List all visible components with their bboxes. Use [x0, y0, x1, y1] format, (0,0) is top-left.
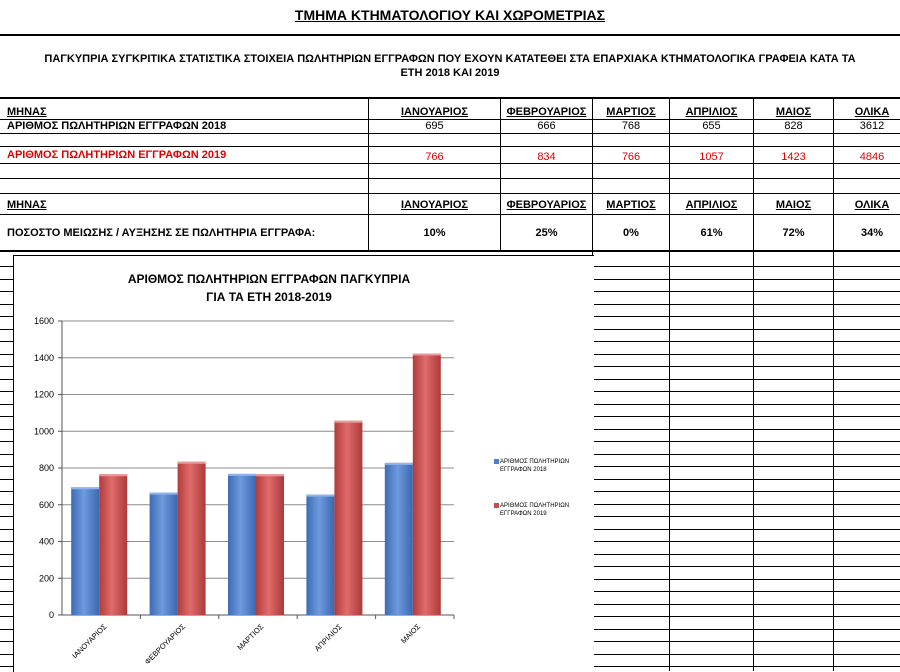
x-tick-label: ΜΑΙΟΣ	[399, 622, 423, 646]
table-cell: 768	[621, 120, 641, 132]
grid-line	[593, 266, 900, 267]
table-cell: 1423	[781, 151, 806, 163]
grid-line	[0, 266, 13, 267]
table-cell: 655	[702, 120, 721, 132]
grid-line	[593, 604, 900, 605]
grid-line	[0, 666, 13, 667]
bar-top	[334, 421, 362, 423]
legend-swatch-2018	[494, 459, 499, 464]
grid-line	[593, 641, 900, 642]
grid-line	[0, 354, 13, 355]
table-cell: 695	[425, 120, 444, 132]
legend-swatch-2019	[494, 503, 499, 508]
grid-line	[0, 404, 13, 405]
grid-line	[0, 341, 13, 342]
row-label-2019: ΑΡΙΘΜΟΣ ΠΩΛΗΤΗΡΙΩΝ ΕΓΓΡΑΦΩΝ 2019	[7, 149, 227, 161]
legend-text: ΕΓΓΡΑΦΩΝ 2018	[500, 467, 547, 473]
grid-line	[593, 529, 900, 530]
legend-item-2019	[494, 502, 584, 518]
grid-line	[593, 279, 900, 280]
grid-line	[593, 429, 900, 430]
grid-line	[0, 629, 13, 630]
grid-line	[593, 391, 900, 392]
grid-line	[593, 579, 900, 580]
column-header: ΜΑΡΤΙΟΣ	[606, 199, 656, 211]
table-cell: 834	[537, 151, 556, 163]
bar-top	[99, 474, 127, 476]
grid-line	[0, 316, 13, 317]
column-header: ΜΑΡΤΙΟΣ	[606, 106, 656, 118]
row-divider	[0, 146, 900, 147]
grid-line	[0, 654, 13, 655]
bar-top	[150, 493, 178, 495]
grid-line	[593, 404, 900, 405]
bar	[150, 493, 178, 615]
chart-title-line-2: ΓΙΑ ΤΑ ΕΤΗ 2018-2019	[206, 290, 332, 304]
y-tick-label: 1600	[33, 316, 54, 326]
grid-line	[593, 491, 900, 492]
x-tick-label: ΑΠΡΙΛΙΟΣ	[312, 622, 344, 654]
row-divider	[0, 133, 900, 134]
month-header-label: ΜΗΝΑΣ	[7, 199, 47, 211]
row-divider	[0, 214, 900, 215]
y-tick-label: 1000	[33, 426, 54, 437]
table-cell: 0%	[623, 227, 639, 239]
table-cell: 666	[537, 120, 556, 132]
grid-line	[593, 304, 900, 305]
table-bottom-border	[0, 250, 900, 252]
column-header: ΑΠΡΙΛΙΟΣ	[685, 106, 738, 118]
page-subtitle	[0, 52, 900, 80]
grid-line	[593, 666, 900, 667]
grid-line	[0, 541, 13, 542]
grid-line	[593, 516, 900, 517]
row-label-percent: ΠΟΣΟΣΤΟ ΜΕΙΩΣΗΣ / ΑΥΞΗΣΗΣ ΣΕ ΠΩΛΗΤΗΡΙΑ ΕΓΓΡΑΦΑ:	[7, 227, 316, 239]
bar-top	[71, 487, 99, 489]
table-cell: 828	[784, 120, 803, 132]
grid-line	[0, 441, 13, 442]
bar	[306, 495, 334, 615]
grid-line	[0, 579, 13, 580]
grid-line	[593, 654, 900, 655]
grid-line	[0, 329, 13, 330]
grid-line	[0, 504, 13, 505]
legend-text: ΑΡΙΘΜΟΣ ΠΩΛΗΤΗΡΙΩΝ	[500, 459, 570, 465]
y-tick-label: 600	[38, 499, 54, 510]
bar-top	[178, 462, 206, 464]
grid-line	[0, 491, 13, 492]
row-divider	[0, 178, 900, 179]
chart-title-line-1: ΑΡΙΘΜΟΣ ΠΩΛΗΤΗΡΙΩΝ ΕΓΓΡΑΦΩΝ ΠΑΓΚΥΠΡΙΑ	[127, 272, 411, 286]
grid-line	[0, 429, 13, 430]
grid-line	[0, 641, 13, 642]
row-divider	[0, 163, 900, 164]
table-cell: 61%	[700, 227, 723, 239]
column-header: ΜΑΙΟΣ	[775, 106, 812, 118]
grid-line	[593, 316, 900, 317]
grid-line	[593, 416, 900, 417]
y-tick-label: 400	[38, 536, 54, 547]
grid-line	[0, 304, 13, 305]
bar	[256, 474, 284, 615]
y-tick-label: 0	[48, 610, 54, 620]
y-tick-label: 800	[38, 463, 54, 473]
column-header: ΦΕΒΡΟΥΑΡΙΟΣ	[506, 199, 587, 211]
legend-text: ΑΡΙΘΜΟΣ ΠΩΛΗΤΗΡΙΩΝ	[500, 503, 570, 509]
month-header-label: ΜΗΝΑΣ	[7, 106, 47, 118]
bar	[71, 487, 99, 615]
grid-line	[593, 479, 900, 480]
grid-line	[593, 466, 900, 467]
column-header: ΙΑΝΟΥΑΡΙΟΣ	[400, 106, 469, 118]
grid-line	[0, 279, 13, 280]
bar-top	[413, 354, 441, 356]
table-cell: 766	[621, 151, 641, 163]
column-header: ΟΛΙΚΑ	[854, 106, 890, 118]
divider	[0, 34, 900, 36]
grid-line	[0, 291, 13, 292]
grid-line	[0, 554, 13, 555]
subtitle-line-2: ΕΤΗ 2018 ΚΑΙ 2019	[400, 67, 500, 79]
table-cell: 25%	[535, 227, 558, 239]
column-header: ΜΑΙΟΣ	[775, 199, 812, 211]
table-top-border	[0, 97, 900, 99]
grid-line	[593, 354, 900, 355]
grid-line	[593, 341, 900, 342]
grid-line	[0, 591, 13, 592]
subtitle-line-1: ΠΑΓΚΥΠΡΙΑ ΣΥΓΚΡΙΤΙΚΑ ΣΤΑΤΙΣΤΙΚΑ ΣΤΟΙΧΕΙΑ ΠΩΛΗΤΗΡΙΩΝ ΕΓΓΡΑΦΩΝ ΠΟΥ ΕΧΟΥΝ ΚΑΤΑΤΕΘΕΙ ΣΤΑ ΕΠΑΡΧΙΑΚΑ ΚΤΗΜΑΤΟΛΟΓΙΚΑ ΓΡΑΦΕΙΑ ΚΑΤΑ ΤΑ	[44, 53, 856, 65]
grid-line	[593, 504, 900, 505]
column-header: ΟΛΙΚΑ	[854, 199, 890, 211]
bar-top	[306, 495, 334, 497]
bar	[385, 463, 413, 615]
grid-line	[0, 454, 13, 455]
table-cell: 10%	[423, 227, 446, 239]
grid-line	[593, 291, 900, 292]
grid-line	[0, 604, 13, 605]
grid-line	[0, 466, 13, 467]
bar	[228, 474, 256, 615]
grid-line	[593, 454, 900, 455]
grid-line	[0, 616, 13, 617]
table-cell: 766	[425, 151, 444, 163]
bar	[99, 474, 127, 615]
legend-text: ΕΓΓΡΑΦΩΝ 2019	[500, 511, 547, 517]
bar-top	[385, 463, 413, 465]
grid-line	[0, 529, 13, 530]
grid-line	[833, 252, 834, 671]
grid-line	[593, 591, 900, 592]
bar-top	[228, 474, 256, 476]
grid-line	[593, 329, 900, 330]
grid-line	[0, 416, 13, 417]
bar	[178, 462, 206, 615]
column-header: ΦΕΒΡΟΥΑΡΙΟΣ	[506, 106, 587, 118]
y-tick-label: 200	[38, 573, 54, 584]
legend-item-2018	[494, 458, 584, 474]
x-tick-label: ΦΕΒΡΟΥΑΡΙΟΣ	[142, 622, 188, 667]
table-cell: 4846	[859, 151, 885, 163]
grid-line	[0, 566, 13, 567]
grid-line	[0, 379, 13, 380]
grid-line	[593, 379, 900, 380]
x-tick-label: ΜΑΡΤΙΟΣ	[235, 622, 266, 653]
row-label-2018: ΑΡΙΘΜΟΣ ΠΩΛΗΤΗΡΙΩΝ ΕΓΓΡΑΦΩΝ 2018	[7, 120, 227, 132]
grid-line	[593, 541, 900, 542]
table-cell: 3612	[859, 120, 885, 132]
bar-chart	[13, 255, 594, 672]
row-divider	[0, 193, 900, 194]
grid-line	[593, 441, 900, 442]
table-cell: 1057	[699, 151, 724, 163]
grid-line	[0, 516, 13, 517]
grid-line	[593, 566, 900, 567]
bar	[334, 421, 362, 615]
bar-top	[256, 474, 284, 476]
grid-line	[593, 554, 900, 555]
table-cell: 34%	[860, 227, 884, 239]
grid-line	[0, 366, 13, 367]
grid-line	[593, 616, 900, 617]
column-header: ΑΠΡΙΛΙΟΣ	[685, 199, 738, 211]
page-title: ΤΜΗΜΑ ΚΤΗΜΑΤΟΛΟΓΙΟΥ ΚΑΙ ΧΩΡΟΜΕΤΡΙΑΣ	[294, 7, 606, 23]
grid-line	[593, 629, 900, 630]
x-tick-label: ΙΑΝΟΥΑΡΙΟΣ	[70, 622, 109, 661]
y-tick-label: 1200	[33, 389, 54, 400]
grid-line	[0, 391, 13, 392]
table-cell: 72%	[782, 227, 805, 239]
grid-line	[753, 252, 754, 671]
grid-line	[669, 252, 670, 671]
grid-line	[593, 366, 900, 367]
y-tick-label: 1400	[33, 352, 54, 363]
column-header: ΙΑΝΟΥΑΡΙΟΣ	[400, 199, 469, 211]
bar	[413, 354, 441, 615]
grid-line	[0, 479, 13, 480]
